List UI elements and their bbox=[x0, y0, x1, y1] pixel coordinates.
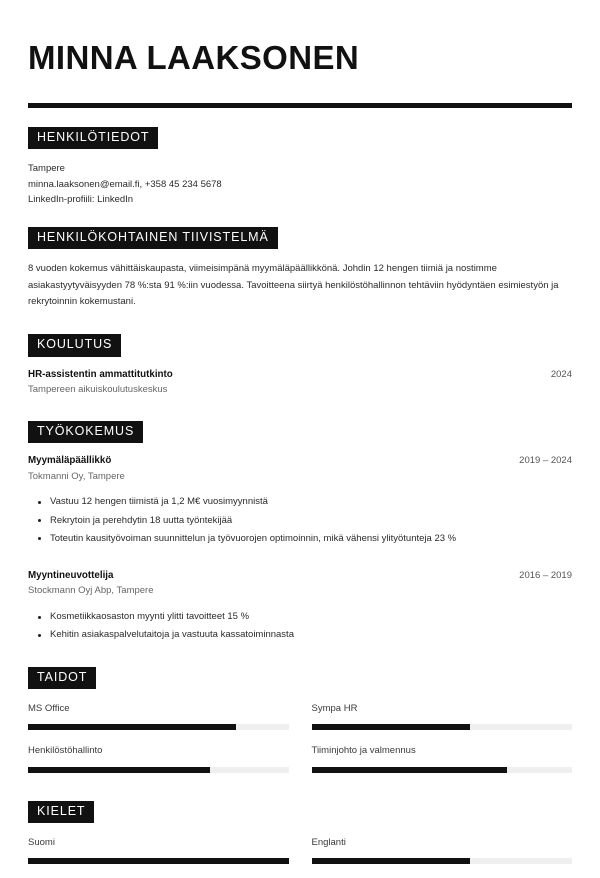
page-title: MINNA LAAKSONEN bbox=[28, 39, 360, 76]
skill-meter bbox=[28, 724, 289, 730]
entry-header bbox=[28, 368, 572, 383]
job-date: 2019 – 2024 bbox=[519, 455, 572, 467]
job-bullet-list bbox=[28, 493, 572, 547]
section-languages bbox=[28, 801, 572, 878]
contact-email-phone: minna.laaksonen@email.fi, +358 45 234 5678 bbox=[28, 178, 222, 190]
education-date: 2024 bbox=[550, 368, 572, 380]
section-badge-experience: TYÖKOKEMUS bbox=[28, 421, 143, 443]
section-education bbox=[28, 334, 572, 398]
badge-row bbox=[28, 334, 572, 356]
education-degree: HR-assistentin ammattitutkinto bbox=[28, 368, 173, 380]
language-item bbox=[312, 836, 573, 864]
section-summary bbox=[28, 227, 572, 312]
list-item: Toteutin kausityövoiman suunnittelun ja työvuorojen optimoinnin, mikä vähensi ylityötunteja 23 % bbox=[50, 530, 572, 548]
skill-meter bbox=[312, 724, 573, 730]
language-meter bbox=[28, 858, 289, 864]
section-badge-contact: HENKILÖTIEDOT bbox=[28, 127, 158, 149]
list-item: Kosmetiikkaosaston myynti ylitti tavoitteet 15 % bbox=[50, 608, 572, 626]
job-date: 2016 – 2019 bbox=[519, 569, 572, 581]
skill-label: MS Office bbox=[28, 703, 70, 715]
languages-grid bbox=[28, 836, 572, 878]
skill-meter-fill bbox=[28, 767, 210, 773]
skill-meter bbox=[312, 767, 573, 773]
section-skills bbox=[28, 667, 572, 787]
badge-row bbox=[28, 421, 572, 443]
skill-label: Henkilöstöhallinto bbox=[28, 745, 103, 757]
section-badge-skills: TAIDOT bbox=[28, 667, 96, 689]
skill-meter-fill bbox=[312, 724, 471, 730]
skill-meter-fill bbox=[28, 724, 236, 730]
job-employer: Tokmanni Oy, Tampere bbox=[28, 470, 125, 482]
experience-entry bbox=[28, 569, 572, 645]
job-employer: Stockmann Oyj Abp, Tampere bbox=[28, 585, 154, 597]
experience-entry bbox=[28, 454, 572, 548]
skill-item bbox=[312, 744, 573, 772]
language-label: Englanti bbox=[311, 836, 346, 848]
skill-item bbox=[28, 702, 289, 730]
language-meter-fill bbox=[312, 858, 471, 864]
section-experience bbox=[28, 421, 572, 644]
section-badge-education: KOULUTUS bbox=[28, 334, 121, 356]
list-item: Vastuu 12 hengen tiimistä ja 1,2 M€ vuosimyynnistä bbox=[50, 493, 572, 511]
skill-label: Tiiminjohto ja valmennus bbox=[311, 745, 416, 757]
skills-grid bbox=[28, 702, 572, 787]
badge-row bbox=[28, 667, 572, 689]
entry-header bbox=[28, 454, 572, 469]
list-item: Kehitin asiakaspalvelutaitoja ja vastuuta kassatoiminnasta bbox=[50, 626, 572, 644]
section-badge-languages: KIELET bbox=[28, 801, 94, 823]
education-institution: Tampereen aikuiskoulutuskeskus bbox=[28, 384, 168, 396]
skill-label: Sympa HR bbox=[311, 703, 358, 715]
skill-meter bbox=[28, 767, 289, 773]
job-title: Myyntineuvottelija bbox=[28, 569, 114, 581]
skill-meter-fill bbox=[312, 767, 507, 773]
language-meter bbox=[312, 858, 573, 864]
section-contact bbox=[28, 127, 572, 207]
skill-item bbox=[312, 702, 573, 730]
language-item bbox=[28, 836, 289, 864]
section-badge-summary: HENKILÖKOHTAINEN TIIVISTELMÄ bbox=[28, 227, 278, 249]
language-label: Suomi bbox=[28, 836, 55, 848]
list-item: Rekrytoin ja perehdytin 18 uutta työntekijää bbox=[50, 512, 572, 530]
job-title: Myymäläpäällikkö bbox=[28, 455, 112, 467]
badge-row bbox=[28, 801, 572, 823]
entry-header bbox=[28, 569, 572, 584]
badge-row bbox=[28, 127, 572, 149]
skill-item bbox=[28, 744, 289, 772]
education-entry bbox=[28, 368, 572, 398]
contact-location: Tampere bbox=[28, 163, 65, 175]
summary-text: 8 vuoden kokemus vähittäiskaupasta, viimeisimpänä myymäläpäällikkönä. Johdin 12 hengen tiimiä ja nostimme asiakastyytyväisyyden 78 %:sta 91 %:iin vuodessa. Tavoitteena siirtyä henkilöstöhallinnon tehtäviin hyödyntäen esimiestyön ja rekrytoinnin kokemustani. bbox=[28, 262, 559, 308]
badge-row bbox=[28, 227, 572, 249]
contact-details bbox=[28, 161, 572, 207]
job-bullet-list bbox=[28, 608, 572, 644]
language-meter-fill bbox=[28, 858, 289, 864]
contact-linkedin[interactable]: LinkedIn-profiili: LinkedIn bbox=[28, 194, 134, 206]
